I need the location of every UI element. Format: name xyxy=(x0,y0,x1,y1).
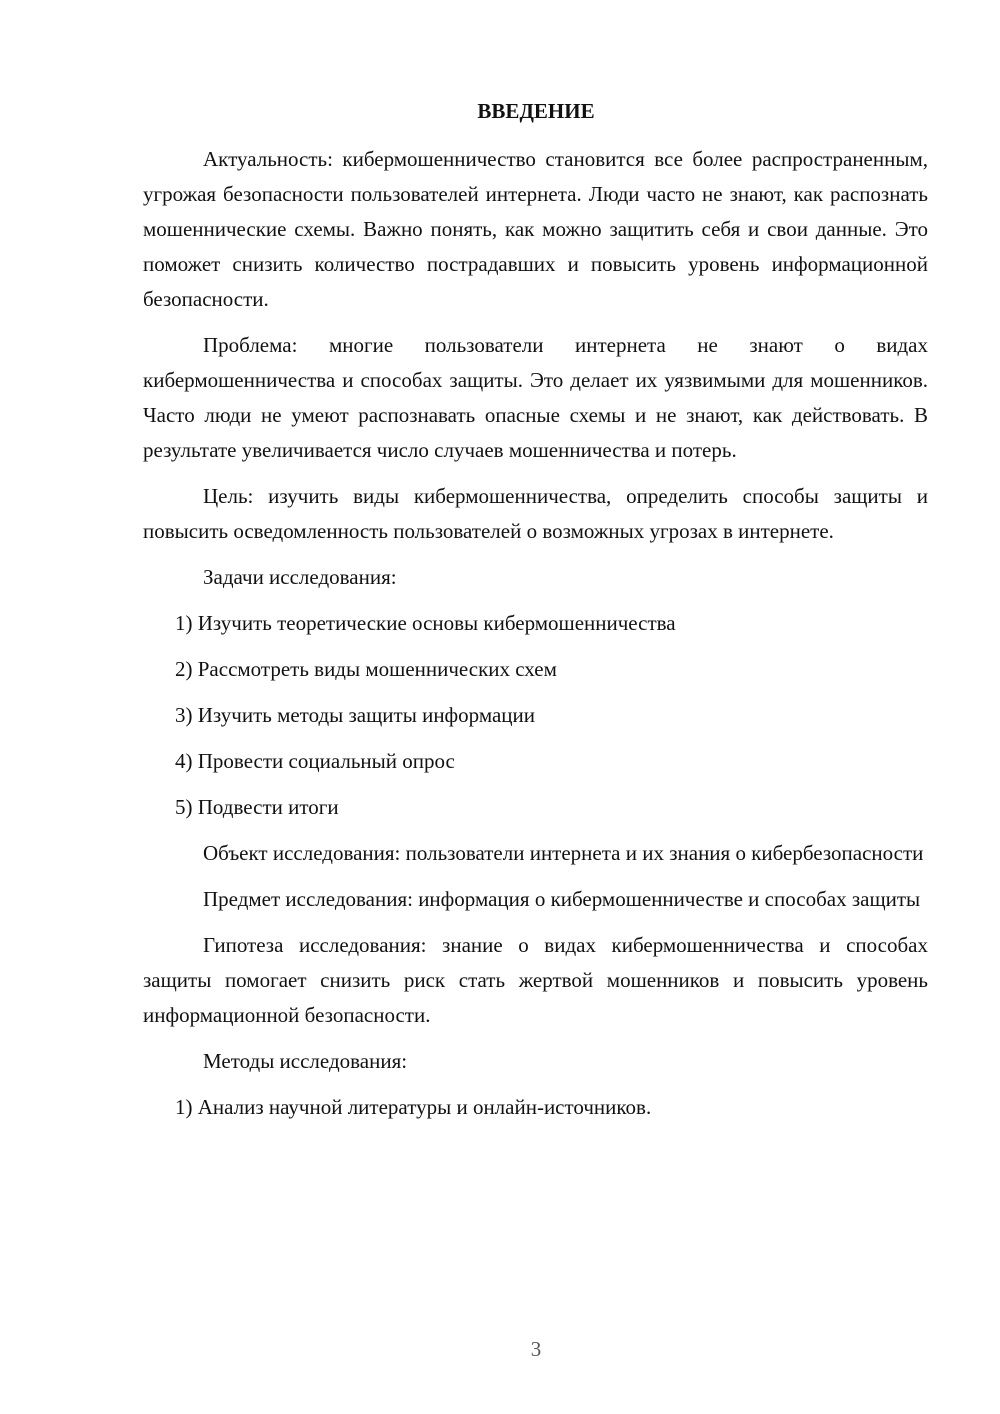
object-paragraph: Объект исследования: пользователи интернета и их знания о кибербезопасности xyxy=(203,841,924,865)
task-item: 4) Провести социальный опрос xyxy=(175,749,455,773)
task-item: 5) Подвести итоги xyxy=(175,795,339,819)
task-item: 2) Рассмотреть виды мошеннических схем xyxy=(175,657,557,681)
problem-paragraph: Проблема: многие пользователи интернета не знают о видах кибермошенничества и способах защиты. Это делает их уязвимыми для мошенников. Часто люди не умеют распознавать опасные схемы и не знают, как действовать. В результате увеличивается число случаев мошенничества и потерь. xyxy=(143,333,928,462)
goal-paragraph: Цель: изучить виды кибермошенничества, определить способы защиты и повысить осведомленность пользователей о возможных угрозах в интернете. xyxy=(143,484,928,543)
document-body xyxy=(143,142,928,1136)
page-title: ВВЕДЕНИЕ xyxy=(477,99,595,123)
hypothesis-paragraph: Гипотеза исследования: знание о видах кибермошенничества и способах защиты помогает снизить риск стать жертвой мошенников и повысить уровень информационной безопасности. xyxy=(143,933,928,1027)
task-item: 1) Изучить теоретические основы кибермошенничества xyxy=(175,611,676,635)
methods-heading: Методы исследования: xyxy=(203,1049,408,1073)
page-number: 3 xyxy=(530,1337,542,1361)
method-item: 1) Анализ научной литературы и онлайн-источников. xyxy=(175,1095,652,1119)
relevance-paragraph: Актуальность: кибермошенничество становится все более распространенным, угрожая безопасности пользователей интернета. Люди часто не знают, как распознать мошеннические схемы. Важно понять, как можно защитить себя и свои данные. Это поможет снизить количество пострадавших и повысить уровень информационной безопасности. xyxy=(143,147,928,311)
subject-paragraph: Предмет исследования: информация о кибермошенничестве и способах защиты xyxy=(203,887,921,911)
task-item: 3) Изучить методы защиты информации xyxy=(175,703,536,727)
tasks-heading: Задачи исследования: xyxy=(203,565,397,589)
